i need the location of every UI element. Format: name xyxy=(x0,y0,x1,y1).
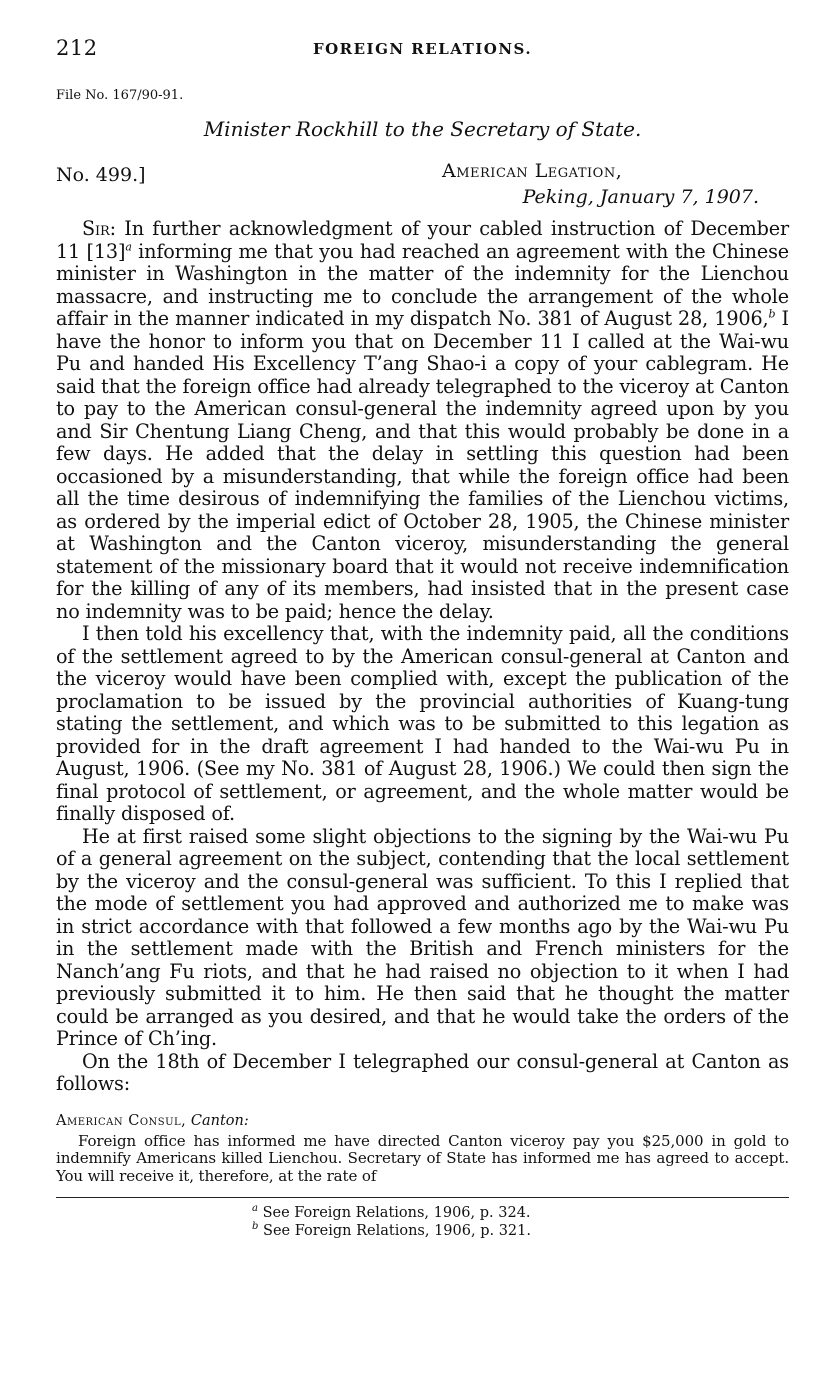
footnote-ref-a: a xyxy=(125,240,132,254)
paragraph-3: He at first raised some slight objections to the signing by the Wai-wu Pu of a general agreement on the subject, contending that the local settlement by the viceroy and the consul-general was sufficient. To this I replied that the mode of settlement you had approved and authorized me to make was in strict accordance with that followed a few months ago by the Wai-wu Pu in the settlement made with the British and French ministers for the Nanch’ang Fu riots, and that he had raised no objection to it when I had previously submitted it to him. He then said that he thought the matter could be arranged as you desired, and that he would take the orders of the Prince of Ch’ing. xyxy=(56,824,789,1050)
telegram-addressee: American Consul, xyxy=(56,1112,187,1129)
document-page xyxy=(56,36,789,1240)
dateline: Peking, January 7, 1907. xyxy=(522,186,759,208)
footnote-ref-b: b xyxy=(768,307,776,321)
footnote-text-b: See Foreign Relations, 1906, p. 321. xyxy=(258,1223,531,1239)
paragraph-1-part-c: I have the honor to inform you that on December 11 I called at the Wai-wu Pu and handed His Excellency T’ang Shao-i a copy of your cablegram. He said that the foreign office had already telegraphed to the viceroy at Canton to pay to the American consul-general the indemnity agreed upon by you and Sir Chentung Liang Cheng, and that this would probably be done in a few days. He added that the delay in settling this question had been occasioned by a misunderstanding, that while the foreign office had been all the time desirous of indemnifying the families of the Lienchou victims, as ordered by the imperial edict of October 28, 1905, the Chinese minister at Washington and the Canton viceroy, misunderstanding the general statement of the missionary board that it would not receive indemnification for the killing of any of its members, had insisted that in the present case no indemnity was to be paid; hence the delay. xyxy=(56,307,789,623)
paragraph-2: I then told his excellency that, with the indemnity paid, all the conditions of the settlement agreed to by the American consul-general at Canton and the viceroy would have been complied with, except the publication of the proclamation to be issued by the provincial authorities of Kuang-tung stating the settlement, and which was to be submitted to this legation as provided for in the draft agreement I had handed to the Wai-wu Pu in August, 1906. (See my No. 381 of August 28, 1906.) We could then sign the final protocol of settlement, or agreement, and the whole matter would be finally disposed of. xyxy=(56,622,789,825)
paragraph-1-part-a: In further acknowledgment of your cabled instruction of December 11 [13] xyxy=(56,217,789,263)
telegram-text: Foreign office has informed me have directed Canton viceroy pay you $25,000 in gold to indemnify Americans killed Lienchou. Secretary of State has informed me has agreed to accept. You will receive it, therefore, at the rate of xyxy=(56,1131,789,1185)
footnote-mark-a: a xyxy=(252,1203,258,1215)
footnotes xyxy=(56,1204,789,1240)
file-number: File No. 167/90-91. xyxy=(56,88,184,103)
paragraph-1-part-b: informing me that you had reached an agreement with the Chinese minister in Washington in the matter of the indemnity for the Lienchou massacre, and instructing me to conclude the arrangement of the whole affair in the manner indicated in my dispatch No. 381 of August 28, 1906, xyxy=(56,239,789,330)
footnote-mark-b: b xyxy=(252,1221,259,1233)
footnote-a xyxy=(252,1204,789,1222)
footnote-text-a: See Foreign Relations, 1906, p. 324. xyxy=(257,1205,531,1221)
letter-body xyxy=(56,218,789,1096)
footnote-b xyxy=(252,1222,789,1240)
salutation: Sir: xyxy=(82,217,116,240)
running-title: FOREIGN RELATIONS. xyxy=(312,40,533,58)
paragraph-4: On the 18th of December I telegraphed our consul-general at Canton as follows: xyxy=(56,1049,789,1095)
page-number: 212 xyxy=(56,36,98,60)
paragraph-1 xyxy=(56,218,789,623)
footnote-divider xyxy=(56,1197,789,1198)
legation-name: American Legation, xyxy=(442,160,623,182)
telegram-address xyxy=(56,1112,789,1130)
document-title: Minister Rockhill to the Secretary of State. xyxy=(203,117,642,141)
running-head xyxy=(56,36,789,66)
dispatch-number: No. 499.] xyxy=(56,164,146,186)
telegram-place: Canton: xyxy=(186,1112,249,1129)
letter-header xyxy=(56,158,789,218)
